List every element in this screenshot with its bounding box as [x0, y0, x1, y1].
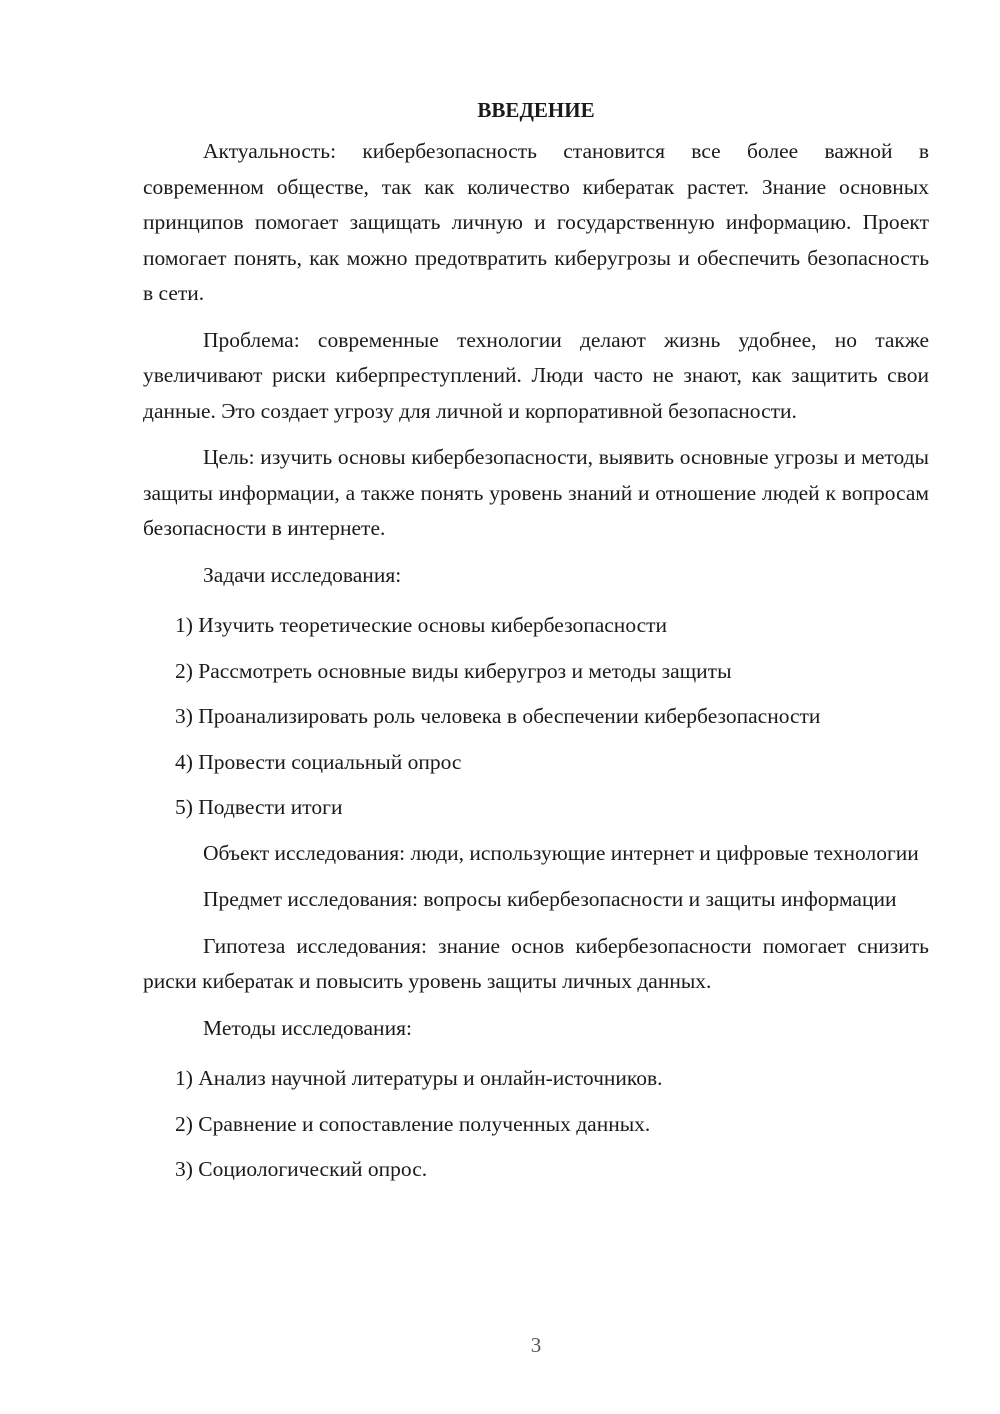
section-title: ВВЕДЕНИЕ: [477, 98, 595, 122]
paragraph-object: Объект исследования: люди, использующие интернет и цифровые технологии: [203, 840, 919, 865]
page-number: 3: [530, 1333, 542, 1357]
document-page: [143, 96, 929, 1198]
paragraph-problem: Проблема: современные технологии делают жизнь удобнее, но также увеличивают риски киберпреступлений. Люди часто не знают, как защитить свои данные. Это создает угрозу для личной и корпоративной безопасности.: [143, 327, 929, 423]
paragraph-subject: Предмет исследования: вопросы кибербезопасности и защиты информации: [203, 887, 897, 911]
list-item: 4) Провести социальный опрос: [175, 749, 462, 774]
list-item: 2) Рассмотреть основные виды киберугроз и методы защиты: [175, 658, 732, 683]
methods-heading: Методы исследования:: [203, 1015, 412, 1040]
tasks-list: [143, 608, 929, 826]
paragraph-goal: Цель: изучить основы кибербезопасности, выявить основные угрозы и методы защиты информации, а также понять уровень знаний и отношение людей к вопросам безопасности в интернете.: [143, 445, 929, 540]
list-item: 2) Сравнение и сопоставление полученных данных.: [175, 1111, 651, 1136]
list-item: 1) Анализ научной литературы и онлайн-источников.: [175, 1066, 663, 1090]
methods-list: [143, 1061, 929, 1188]
list-item: 3) Проанализировать роль человека в обеспечении кибербезопасности: [175, 704, 821, 728]
paragraph-hypothesis: Гипотеза исследования: знание основ кибербезопасности помогает снизить риски кибератак и повысить уровень защиты личных данных.: [143, 933, 929, 993]
list-item: 1) Изучить теоретические основы кибербезопасности: [175, 613, 668, 637]
list-item: 5) Подвести итоги: [175, 795, 343, 819]
tasks-heading: Задачи исследования:: [203, 562, 402, 587]
list-item: 3) Социологический опрос.: [175, 1157, 428, 1181]
paragraph-relevance: Актуальность: кибербезопасность становится все более важной в современном обществе, так как количество кибератак растет. Знание основных принципов помогает защищать личную и государственную информацию. Проект помогает понять, как можно предотвратить киберугрозы и обеспечить безопасность в сети.: [143, 139, 929, 305]
